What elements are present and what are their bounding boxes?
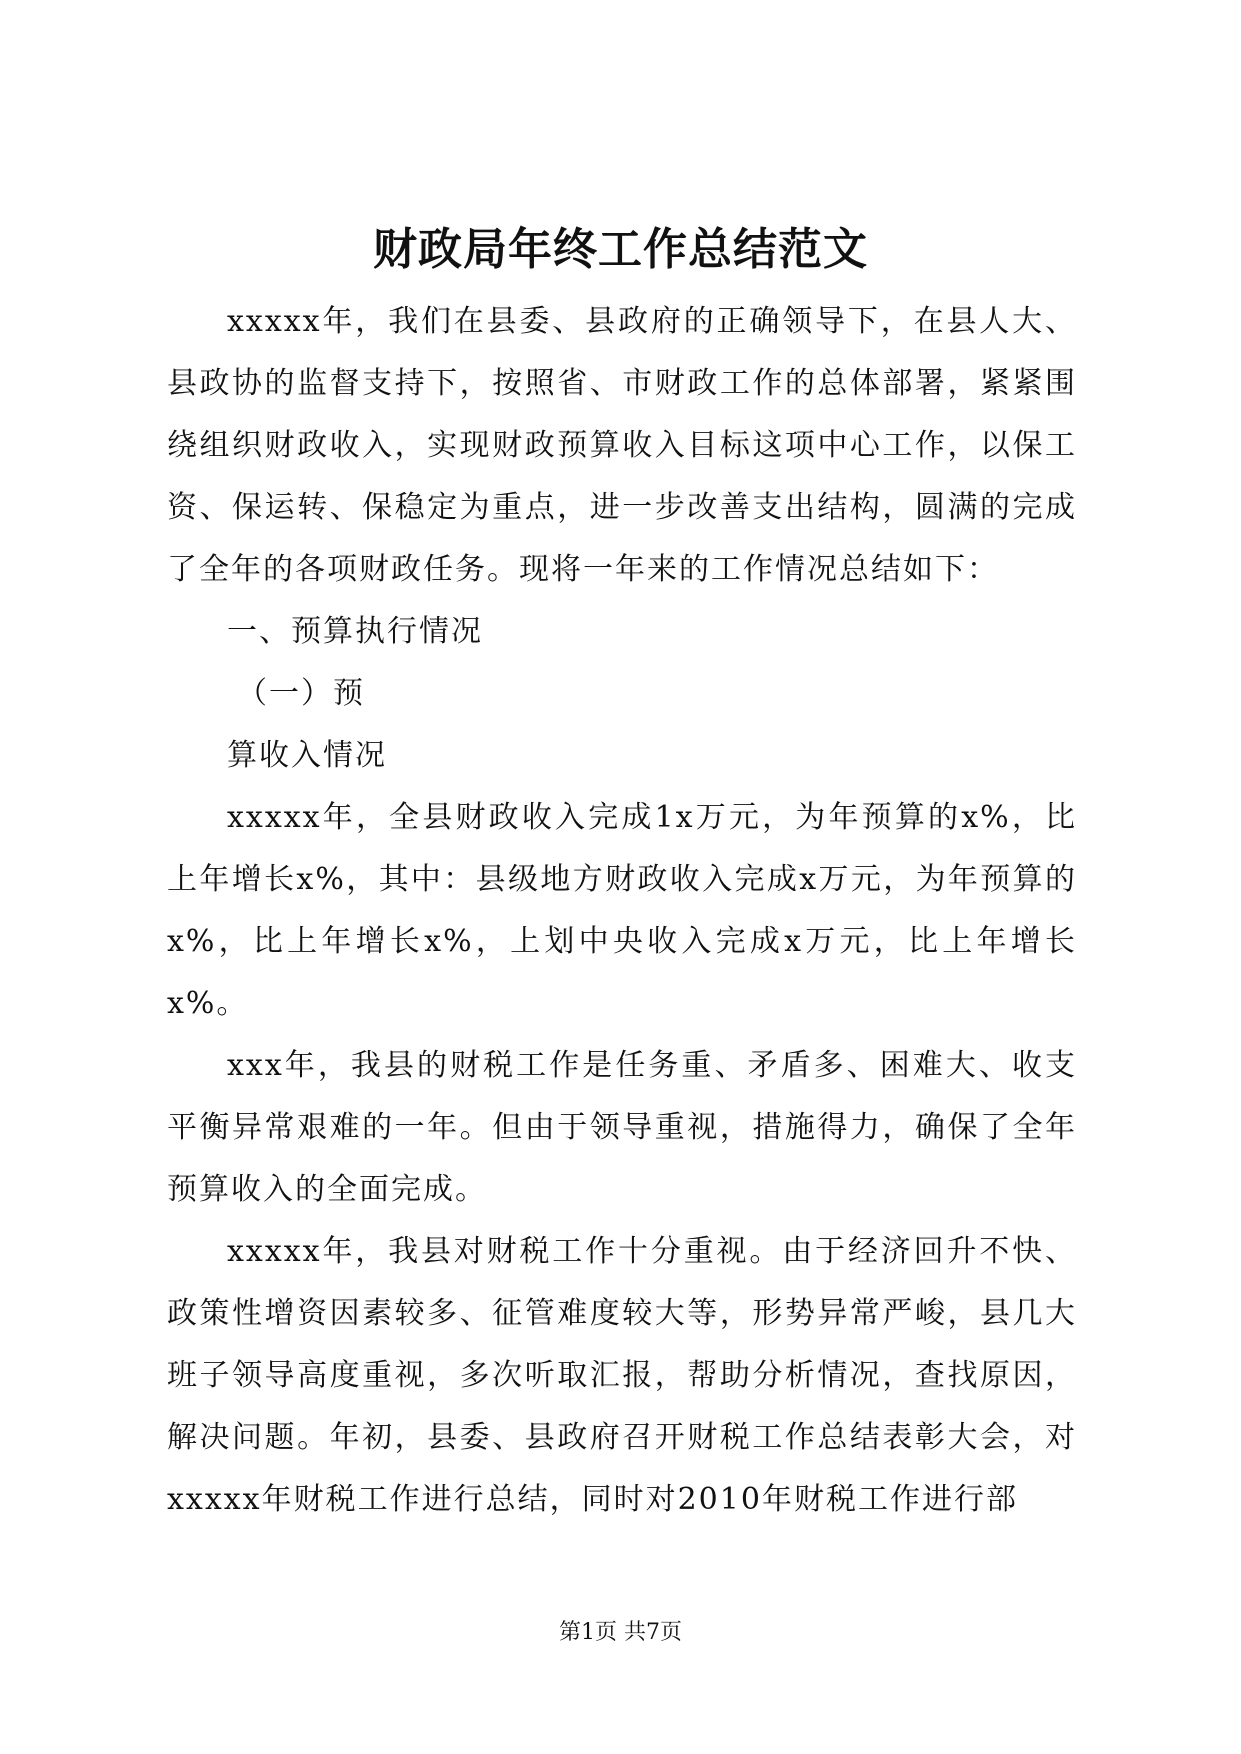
subsection-heading-part2: 算收入情况: [227, 738, 387, 773]
leadership-paragraph: xxxxx年，我县对财税工作十分重视。由于经济回升不快、政策性增资因素较多、征管难度较大等，形势异常严峻，县几大班子领导高度重视，多次听取汇报，帮助分析情况，查找原因，解决问题。年初，县委、县政府召开财税工作总结表彰大会，对xxxxx年财税工作进行总结，同时对2010年财税工作进行部: [167, 1234, 1077, 1517]
page-footer: 第1页 共7页: [559, 1620, 682, 1645]
document-body: [167, 291, 1077, 1531]
document-title: 财政局年终工作总结范文: [373, 224, 868, 275]
subsection-heading-part1: （一）预: [237, 676, 365, 711]
intro-paragraph: xxxxx年，我们在县委、县政府的正确领导下，在县人大、县政协的监督支持下，按照省、市财政工作的总体部署，紧紧围绕组织财政收入，实现财政预算收入目标这项中心工作，以保工资、保运转、保稳定为重点，进一步改善支出结构，圆满的完成了全年的各项财政任务。现将一年来的工作情况总结如下：: [167, 304, 1077, 587]
difficulty-paragraph: xxx年，我县的财税工作是任务重、矛盾多、困难大、收支平衡异常艰难的一年。但由于领导重视，措施得力，确保了全年预算收入的全面完成。: [167, 1048, 1077, 1207]
revenue-paragraph: xxxxx年，全县财政收入完成1x万元，为年预算的x%，比上年增长x%，其中：县级地方财政收入完成x万元，为年预算的x%，比上年增长x%，上划中央收入完成x万元，比上年增长x%。: [167, 800, 1077, 1021]
section-heading: 一、预算执行情况: [227, 614, 483, 649]
